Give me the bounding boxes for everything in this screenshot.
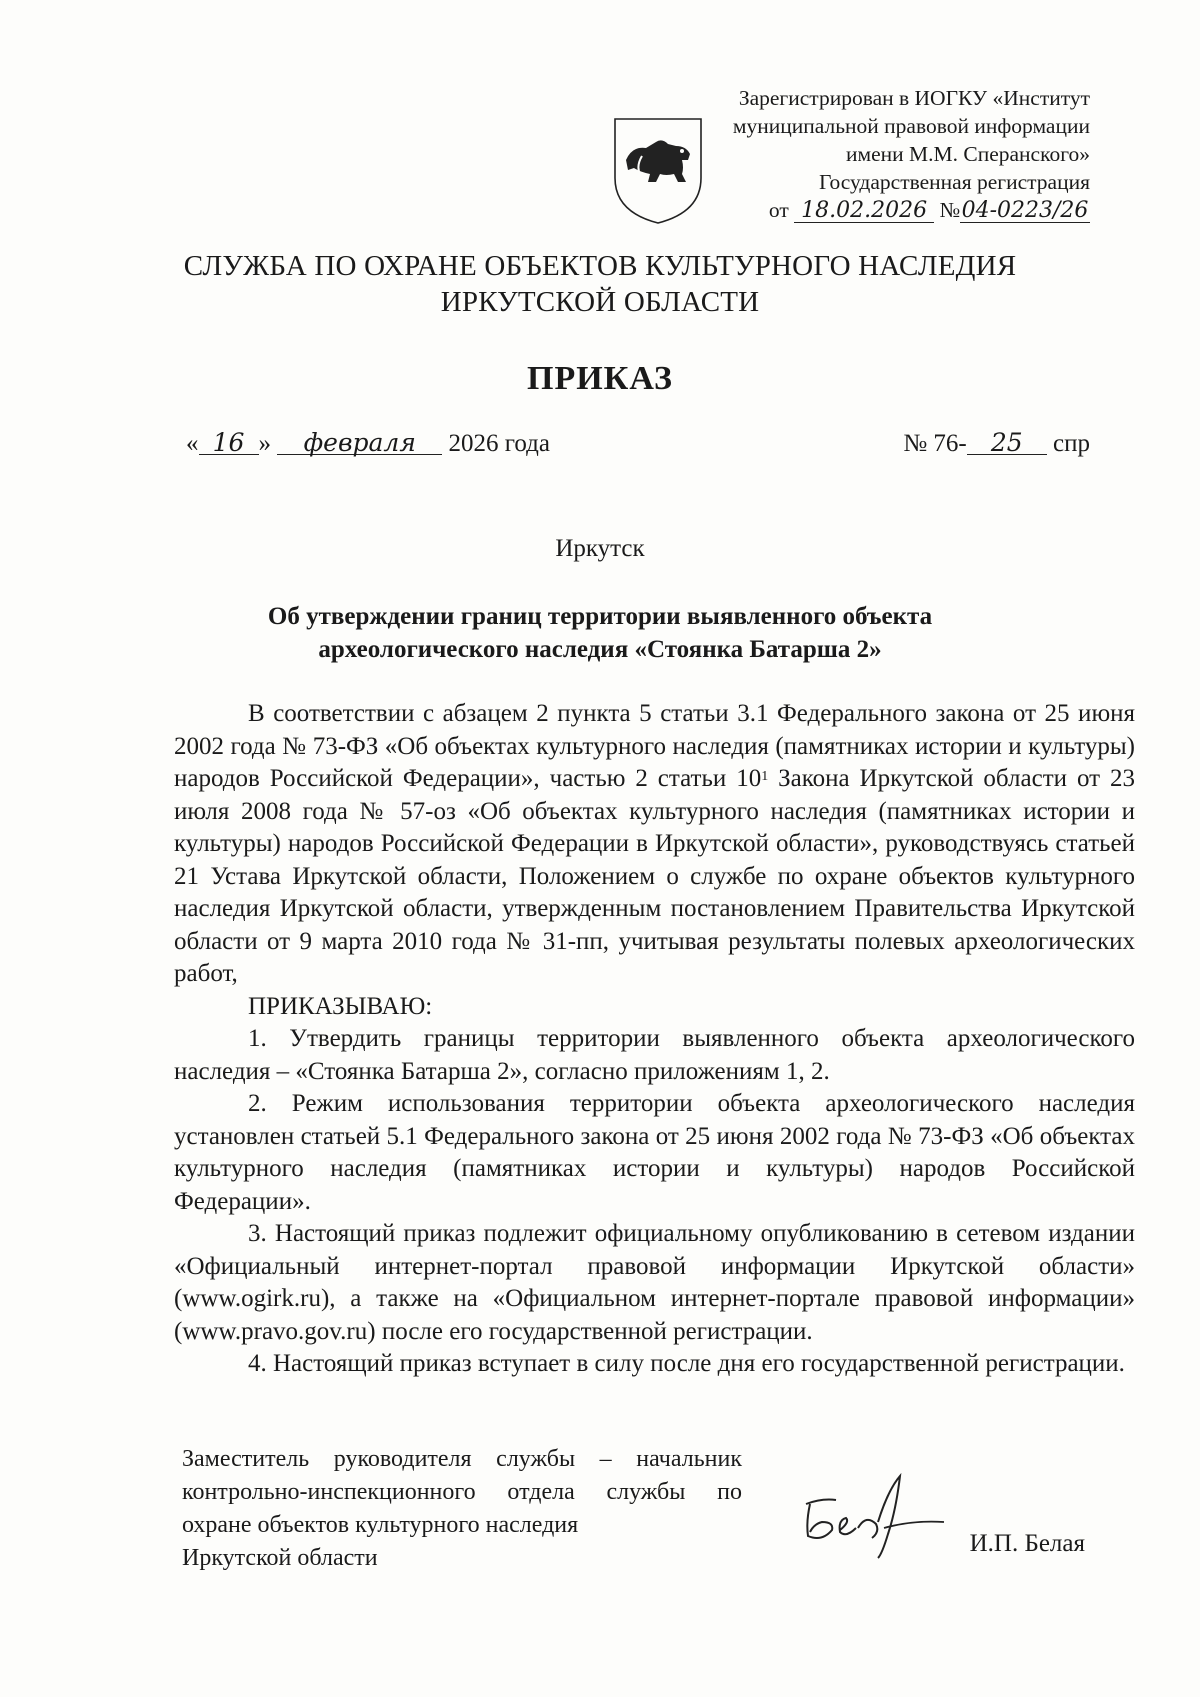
- number-handwritten: 25: [967, 432, 1047, 455]
- number-suffix: спр: [1053, 430, 1090, 457]
- subject-line: археологического наследия «Стоянка Батарша 2»: [318, 636, 882, 663]
- registration-date: 18.02.2026: [794, 200, 934, 223]
- document-title: ПРИКАЗ: [527, 360, 673, 397]
- signatory-line: охране объектов культурного наследия: [182, 1512, 579, 1538]
- order-body: [174, 698, 1135, 1381]
- number-prefix: № 76-: [903, 430, 967, 457]
- date-open-quote: «: [186, 430, 199, 457]
- handwritten-signature: [792, 1470, 952, 1560]
- order-item-3: 3. Настоящий приказ подлежит официальному опубликованию в сетевом издании «Официальный интернет-портал правовой информации Иркутской области» (www.ogirk.ru), а также на «Официальном интернет-портале правовой информации» (www.pravo.gov.ru) после его государственной регистрации.: [174, 1220, 1135, 1345]
- registration-stamp: [670, 84, 1090, 224]
- registration-line: имени М.М. Сперанского»: [845, 142, 1090, 166]
- city: Иркутск: [555, 535, 645, 562]
- order-word: ПРИКАЗЫВАЮ:: [248, 992, 433, 1020]
- order-item-1: 1. Утвердить границы территории выявленного объекта археологического наследия – «Стоянка Батарша 2», согласно приложениям 1, 2.: [174, 1025, 1135, 1085]
- coat-of-arms-icon: [612, 116, 704, 226]
- agency-name-line: СЛУЖБА ПО ОХРАНЕ ОБЪЕКТОВ КУЛЬТУРНОГО НАСЛЕДИЯ: [183, 250, 1017, 282]
- order-date: [186, 430, 550, 458]
- signatory-title: [182, 1443, 742, 1575]
- preamble-text: В соответствии с абзацем 2 пункта 5 статьи 3.1 Федерального закона от 25 июня 2002 года № 73-ФЗ «Об объектах культурного наследия (памятниках истории и культуры) народов Российской Федерации», частью 2 статьи 10: [174, 700, 1135, 792]
- signer-name: И.П. Белая: [969, 1530, 1085, 1557]
- registration-from-label: от: [768, 198, 789, 222]
- signatory-line: контрольно-инспекционного отдела службы по: [182, 1479, 742, 1505]
- agency-name: [0, 248, 1200, 320]
- date-day: 16: [199, 432, 259, 455]
- preamble-superscript: 1: [761, 769, 769, 784]
- order-subject: [0, 600, 1200, 666]
- date-year: 2026 года: [448, 430, 550, 457]
- signatory-line: Иркутской области: [182, 1545, 378, 1571]
- signatory-line: Заместитель руководителя службы – начальник: [182, 1446, 742, 1472]
- registration-number-label: №: [939, 198, 960, 222]
- agency-name-line: ИРКУТСКОЙ ОБЛАСТИ: [440, 286, 760, 318]
- preamble-paragraph: [174, 698, 1135, 991]
- order-item-4: 4. Настоящий приказ вступает в силу после дня его государственной регистрации.: [248, 1350, 1125, 1377]
- registration-date-line: [670, 196, 1090, 224]
- date-month: февраля: [277, 432, 442, 455]
- registration-line: муниципальной правовой информации: [732, 114, 1090, 138]
- registration-line: Государственная регистрация: [818, 170, 1090, 194]
- preamble-text: Закона Иркутской области от 23 июля 2008 года № 57-оз «Об объектах культурного наследия (памятниках истории и культуры) народов Российской Федерации в Иркутской области», руководствуясь статьей 21 Устава Иркутской области, Положением о службе по охране объектов культурного наследия Иркутской области, утвержденным постановлением Правительства Иркутской области от 9 марта 2010 года № 31-пп, учитывая результаты полевых археологических работ,: [174, 765, 1135, 987]
- subject-line: Об утверждении границ территории выявленного объекта: [267, 603, 933, 630]
- registration-line: Зарегистрирован в ИОГКУ «Институт: [738, 86, 1090, 110]
- date-close-quote: »: [258, 430, 271, 457]
- order-number: [903, 430, 1090, 458]
- order-item-2: 2. Режим использования территории объекта археологического наследия установлен статьей 5.1 Федерального закона от 25 июня 2002 года № 73-ФЗ «Об объектах культурного наследия (памятниках истории и культуры) народов Российской Федерации».: [174, 1090, 1135, 1215]
- registration-number: 04-0223/26: [961, 198, 1089, 223]
